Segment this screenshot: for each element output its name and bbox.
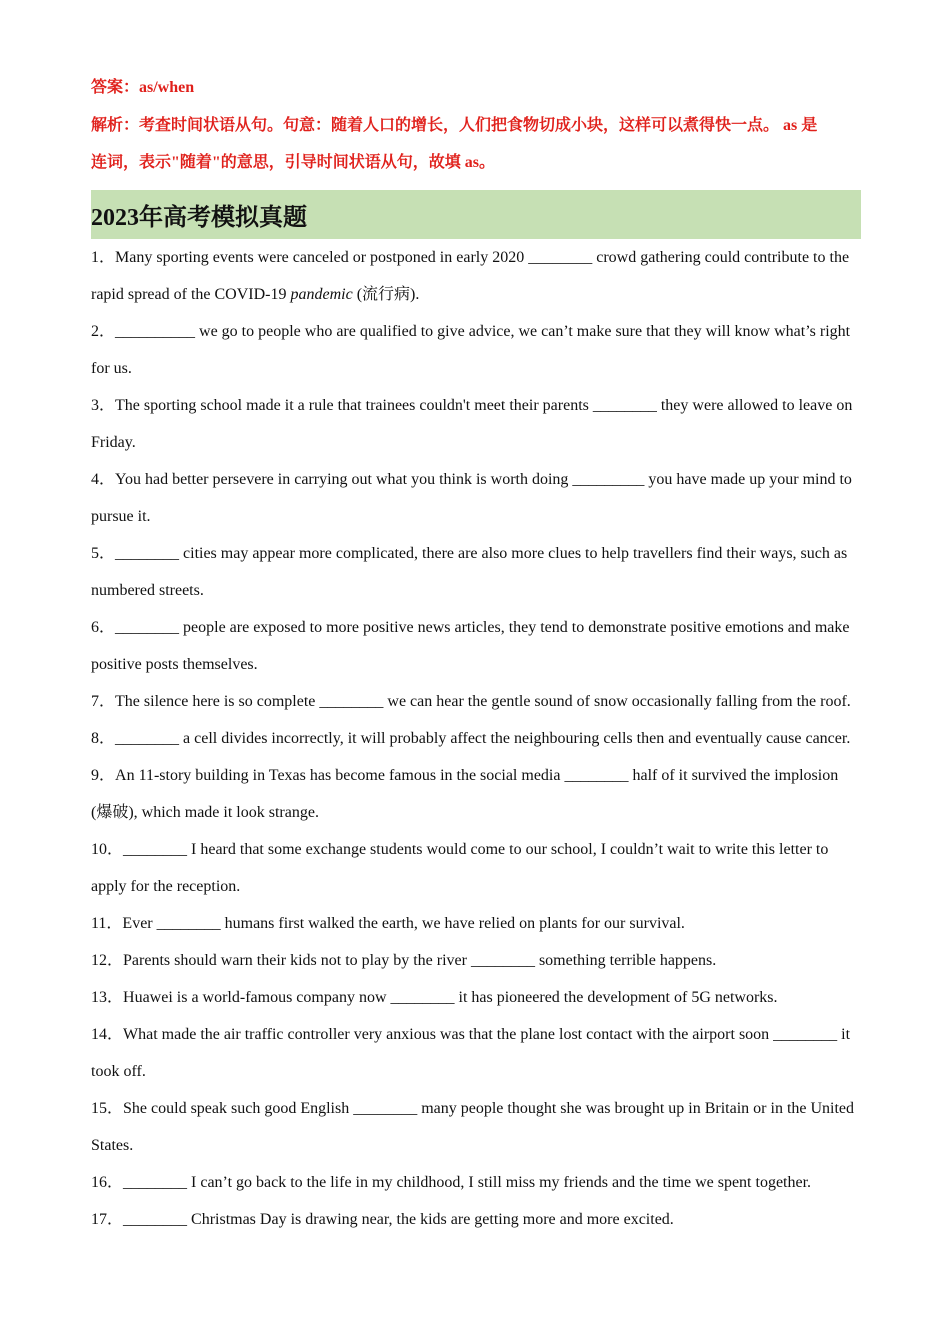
- question-text: ________ a cell divides incorrectly, it will probably affect the neighbouring cells then and eventually cause cancer.: [115, 730, 851, 747]
- question-item: [91, 461, 861, 535]
- question-item: [91, 720, 861, 757]
- question-text: She could speak such good English ________ many people thought she was brought up in Britain or in the United States.: [91, 1100, 855, 1154]
- question-number: 11．: [91, 915, 123, 932]
- question-item: [91, 683, 861, 720]
- question-text: Many sporting events were canceled or postponed in early 2020 ________ crowd gathering could contribute to the rapid spread of the COVID-19: [91, 249, 850, 303]
- question-italic-term: pandemic: [290, 286, 353, 303]
- question-text: An 11-story building in Texas has become famous in the social media ________ half of it survived the implosion (爆破), which made it look strange.: [91, 767, 839, 821]
- question-number: 14．: [91, 1026, 124, 1043]
- question-text: ________ cities may appear more complicated, there are also more clues to help travellers find their ways, such as numbered streets.: [91, 545, 848, 599]
- question-number: 13．: [91, 989, 124, 1006]
- question-item: [91, 757, 861, 831]
- question-text: Ever ________ humans first walked the earth, we have relied on plants for our survival.: [122, 915, 685, 932]
- question-item: [91, 313, 861, 387]
- question-text: __________ we go to people who are qualified to give advice, we can’t make sure that they will know what’s right for us.: [91, 323, 851, 377]
- question-item: [91, 942, 861, 979]
- question-number: 2．: [91, 323, 116, 340]
- section-title: 2023年高考模拟真题: [91, 205, 307, 231]
- question-number: 5．: [91, 545, 116, 562]
- question-number: 10．: [91, 841, 124, 858]
- question-number: 15．: [91, 1100, 124, 1117]
- question-item: [91, 1090, 861, 1164]
- question-item: [91, 1016, 861, 1090]
- question-number: 9．: [91, 767, 116, 784]
- question-text: The sporting school made it a rule that trainees couldn't meet their parents ________ they were allowed to leave on Friday.: [91, 397, 853, 451]
- question-number: 12．: [91, 952, 124, 969]
- question-text: Parents should warn their kids not to play by the river ________ something terrible happens.: [123, 952, 717, 969]
- question-text-tail: (流行病).: [352, 286, 420, 303]
- analysis-line-2: 连词，表示"随着"的意思，引导时间状语从句，故填 as。: [91, 154, 495, 171]
- question-text: The silence here is so complete ________ we can hear the gentle sound of snow occasionally falling from the roof.: [115, 693, 851, 710]
- question-number: 7．: [91, 693, 116, 710]
- question-text: Huawei is a world-famous company now ________ it has pioneered the development of 5G networks.: [123, 989, 778, 1006]
- question-item: [91, 905, 861, 942]
- question-item: [91, 609, 861, 683]
- question-text: ________ I heard that some exchange students would come to our school, I couldn’t wait to write this letter to apply for the reception.: [91, 841, 829, 895]
- question-list: [91, 239, 861, 1238]
- question-text: ________ Christmas Day is drawing near, the kids are getting more and more excited.: [123, 1211, 674, 1228]
- question-item: [91, 1201, 861, 1238]
- question-item: [91, 387, 861, 461]
- question-item: [91, 239, 861, 313]
- question-item: [91, 979, 861, 1016]
- analysis-line-1: 解析：考查时间状语从句。句意：随着人口的增长，人们把食物切成小块，这样可以煮得快一点。 as 是: [91, 117, 818, 134]
- question-number: 17．: [91, 1211, 124, 1228]
- question-number: 6．: [91, 619, 116, 636]
- question-item: [91, 1164, 861, 1201]
- question-item: [91, 831, 861, 905]
- question-number: 4．: [91, 471, 116, 488]
- question-text: ________ people are exposed to more positive news articles, they tend to demonstrate positive emotions and make positive posts themselves.: [91, 619, 850, 673]
- question-text: What made the air traffic controller very anxious was that the plane lost contact with the airport soon ________ it took off.: [91, 1026, 851, 1080]
- question-number: 1．: [91, 249, 116, 266]
- question-number: 8．: [91, 730, 116, 747]
- question-text: ________ I can’t go back to the life in my childhood, I still miss my friends and the time we spent together.: [123, 1174, 812, 1191]
- question-number: 16．: [91, 1174, 124, 1191]
- question-text: You had better persevere in carrying out what you think is worth doing _________ you have made up your mind to pursue it.: [91, 471, 852, 525]
- document-page: [91, 70, 861, 1238]
- analysis-block: [91, 106, 861, 182]
- section-banner: [91, 190, 861, 239]
- question-item: [91, 535, 861, 609]
- question-number: 3．: [91, 397, 116, 414]
- answer-line: 答案：as/when: [91, 79, 195, 96]
